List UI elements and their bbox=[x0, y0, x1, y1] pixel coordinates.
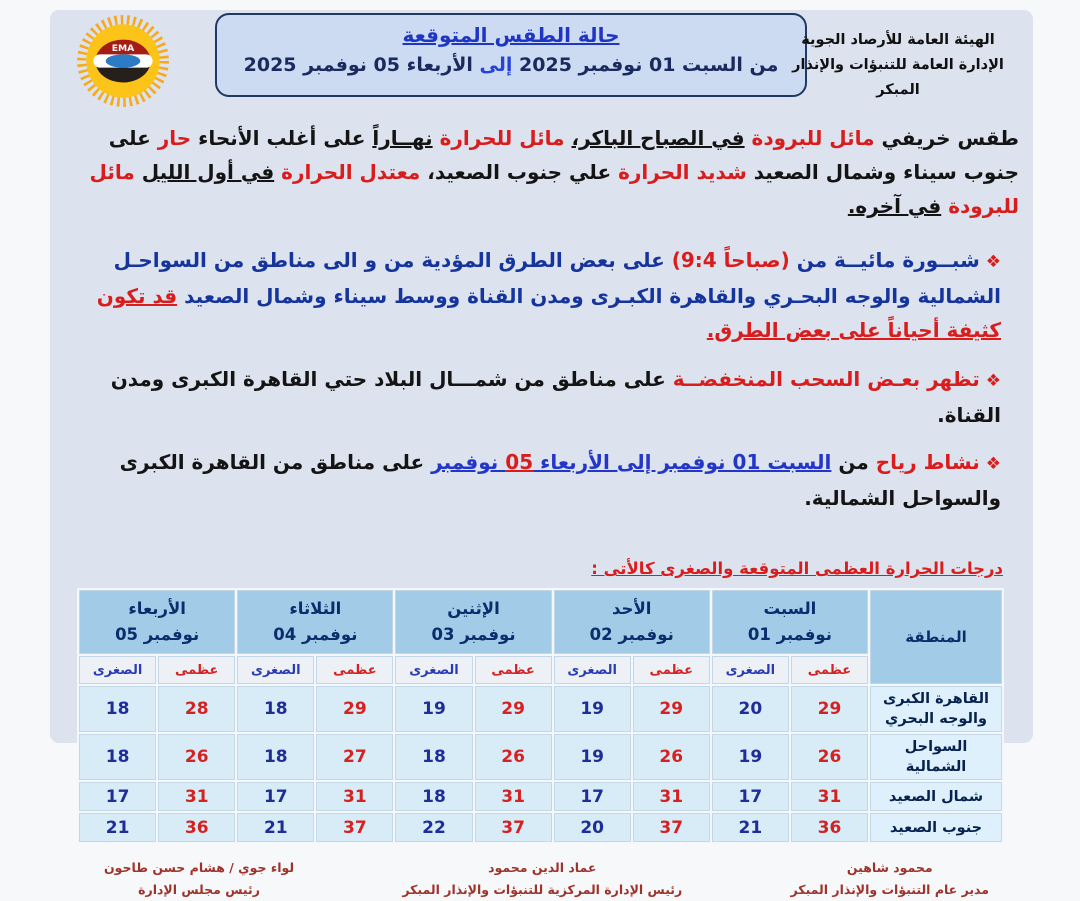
table-row bbox=[79, 686, 1002, 732]
day-header bbox=[79, 590, 235, 654]
forecast-paragraph-clouds bbox=[64, 362, 1019, 432]
min-temp-cell: 19 bbox=[712, 734, 789, 780]
text-segment: علي جنوب الصعيد، bbox=[420, 160, 619, 184]
text-segment: شبــورة مائيــة من bbox=[789, 248, 980, 272]
max-label: عظمى bbox=[316, 656, 393, 684]
signature-footer bbox=[64, 857, 1019, 901]
date-range bbox=[217, 54, 805, 76]
date-prefix: من السبت 01 نوفمبر 2025 bbox=[512, 54, 779, 76]
weather-bulletin bbox=[50, 10, 1033, 897]
signature-block bbox=[104, 857, 294, 901]
temperature-table-title: درجات الحرارة العظمى المتوقعة والصغرى كالأتى : bbox=[591, 559, 1003, 578]
min-temp-cell: 18 bbox=[79, 734, 156, 780]
text-segment: في الصباح الباكر، bbox=[571, 126, 745, 150]
max-temp-cell: 26 bbox=[158, 734, 235, 780]
forecast-paragraph-fog bbox=[64, 243, 1019, 347]
min-temp-cell: 21 bbox=[79, 813, 156, 842]
text-segment: 05 bbox=[505, 450, 534, 474]
region-label: جنوب الصعيد bbox=[870, 813, 1002, 842]
table-subheader-row bbox=[79, 656, 1002, 684]
day-date: 03 نوفمبر bbox=[431, 625, 516, 644]
day-date: 05 نوفمبر bbox=[115, 625, 200, 644]
min-label: الصغرى bbox=[79, 656, 156, 684]
min-temp-cell: 17 bbox=[237, 782, 314, 811]
forecast-paragraph-wind bbox=[64, 445, 1019, 515]
text-segment: السبت 01 نوفمبر إلى الأربعاء bbox=[533, 450, 832, 474]
day-name: الأحد bbox=[612, 599, 652, 618]
min-temp-cell: 20 bbox=[554, 813, 631, 842]
text-segment: طقس خريفي bbox=[874, 126, 1019, 150]
min-label: الصغرى bbox=[237, 656, 314, 684]
diamond-bullet-icon: ❖ bbox=[985, 454, 1001, 474]
forecast-paragraph-general bbox=[64, 121, 1019, 223]
day-header bbox=[554, 590, 710, 654]
min-temp-cell: 17 bbox=[712, 782, 789, 811]
temperature-table bbox=[77, 588, 1004, 844]
region-label: القاهرة الكبرى والوجه البحري bbox=[870, 686, 1002, 732]
max-temp-cell: 29 bbox=[791, 686, 868, 732]
max-temp-cell: 37 bbox=[475, 813, 552, 842]
bulletin-title: حالة الطقس المتوقعة bbox=[402, 23, 620, 47]
table-row bbox=[79, 782, 1002, 811]
title-box bbox=[215, 13, 807, 97]
text-segment: حار bbox=[157, 126, 192, 150]
day-date: 04 نوفمبر bbox=[273, 625, 358, 644]
date-suffix: الأربعاء 05 نوفمبر 2025 bbox=[243, 54, 480, 76]
text-segment: على جنوب سيناء وشمال الصعيد bbox=[108, 126, 1019, 184]
max-label: عظمى bbox=[158, 656, 235, 684]
signature-block bbox=[402, 857, 682, 901]
text-segment: نشاط رياح bbox=[868, 450, 980, 474]
table-row bbox=[79, 734, 1002, 780]
day-name: الإثنين bbox=[447, 599, 500, 618]
max-temp-cell: 27 bbox=[316, 734, 393, 780]
text-segment: تظهر بعـض السحب المنخفضــة bbox=[665, 367, 980, 391]
min-temp-cell: 18 bbox=[395, 734, 472, 780]
min-label: الصغرى bbox=[395, 656, 472, 684]
min-temp-cell: 17 bbox=[79, 782, 156, 811]
signature-title: مدير عام التنبؤات والإنذار المبكر bbox=[790, 882, 989, 897]
max-temp-cell: 26 bbox=[633, 734, 710, 780]
text-segment: من bbox=[831, 450, 869, 474]
text-segment: شديد الحرارة bbox=[618, 160, 747, 184]
day-header bbox=[712, 590, 868, 654]
date-ila: إلى bbox=[479, 54, 513, 76]
organization-name bbox=[779, 28, 1017, 103]
max-temp-cell: 36 bbox=[158, 813, 235, 842]
day-header bbox=[237, 590, 393, 654]
min-temp-cell: 18 bbox=[237, 734, 314, 780]
min-temp-cell: 19 bbox=[554, 734, 631, 780]
max-temp-cell: 29 bbox=[475, 686, 552, 732]
max-temp-cell: 29 bbox=[316, 686, 393, 732]
max-label: عظمى bbox=[791, 656, 868, 684]
text-segment: على أغلب الأنحاء bbox=[191, 126, 373, 150]
day-name: الأربعاء bbox=[128, 599, 186, 618]
min-temp-cell: 22 bbox=[395, 813, 472, 842]
region-label: السواحل الشمالية bbox=[870, 734, 1002, 780]
min-temp-cell: 18 bbox=[79, 686, 156, 732]
text-segment: نهــاراً bbox=[372, 126, 433, 150]
text-segment: على مناطق من القاهرة الكبرى والسواحل الشمالية. bbox=[119, 450, 1001, 510]
signature-name: عماد الدين محمود bbox=[488, 860, 597, 875]
max-temp-cell: 28 bbox=[158, 686, 235, 732]
max-temp-cell: 26 bbox=[475, 734, 552, 780]
text-segment: على بعض الطرق المؤدية من و الى مناطق من السواحـل الشمالية والوجه البحـري والقاهرة الكبـرى ومدن القناة ووسط سيناء وشمال الصعيد bbox=[113, 248, 1001, 308]
signature-block bbox=[791, 857, 989, 901]
max-temp-cell: 31 bbox=[791, 782, 868, 811]
signature-name: محمود شاهين bbox=[846, 860, 933, 875]
text-segment: مائل للبرودة bbox=[744, 126, 875, 150]
signature-name: لواء جوي / هشام حسن طاحون bbox=[104, 860, 295, 875]
text-segment: في أول الليل bbox=[141, 160, 275, 184]
table-day-header-row bbox=[79, 590, 1002, 654]
ema-logo bbox=[72, 10, 174, 112]
max-temp-cell: 37 bbox=[633, 813, 710, 842]
max-temp-cell: 29 bbox=[633, 686, 710, 732]
day-date: 02 نوفمبر bbox=[589, 625, 674, 644]
max-temp-cell: 31 bbox=[475, 782, 552, 811]
signature-title: رئيس مجلس الإدارة bbox=[138, 882, 260, 897]
text-segment: نوفمبر bbox=[431, 450, 506, 474]
max-temp-cell: 31 bbox=[633, 782, 710, 811]
text-segment: في آخره. bbox=[847, 194, 942, 218]
min-temp-cell: 18 bbox=[395, 782, 472, 811]
diamond-bullet-icon: ❖ bbox=[985, 371, 1001, 391]
max-temp-cell: 31 bbox=[316, 782, 393, 811]
max-temp-cell: 37 bbox=[316, 813, 393, 842]
min-temp-cell: 21 bbox=[237, 813, 314, 842]
day-name: السبت bbox=[763, 599, 817, 618]
text-segment bbox=[135, 160, 142, 184]
org-line2: الإدارة العامة للتنبؤات والإنذار المبكر bbox=[792, 57, 1004, 98]
text-segment: على مناطق من شمـــال البلاد حتي القاهرة الكبرى ومدن القناة. bbox=[110, 367, 1001, 427]
min-label: الصغرى bbox=[554, 656, 631, 684]
min-temp-cell: 20 bbox=[712, 686, 789, 732]
max-label: عظمى bbox=[475, 656, 552, 684]
min-temp-cell: 17 bbox=[554, 782, 631, 811]
signature-title: رئيس الإدارة المركزية للتنبؤات والإنذار المبكر bbox=[402, 882, 683, 897]
text-segment: قد تكون كثيفة أحياناً على بعض الطرق. bbox=[96, 284, 1001, 342]
day-header bbox=[395, 590, 551, 654]
org-line1: الهيئة العامة للأرصاد الجوية bbox=[801, 32, 995, 48]
day-date: 01 نوفمبر bbox=[747, 625, 832, 644]
min-temp-cell: 21 bbox=[712, 813, 789, 842]
diamond-bullet-icon: ❖ bbox=[985, 252, 1001, 272]
max-temp-cell: 31 bbox=[158, 782, 235, 811]
text-segment: مائل للحرارة bbox=[432, 126, 565, 150]
logo-text: EMA bbox=[111, 42, 135, 54]
max-temp-cell: 26 bbox=[791, 734, 868, 780]
bulletin-header bbox=[64, 10, 1019, 112]
day-name: الثلاثاء bbox=[289, 599, 342, 618]
min-label: الصغرى bbox=[712, 656, 789, 684]
text-segment: مائل للبرودة bbox=[89, 160, 1019, 218]
temperature-table-head bbox=[79, 590, 1002, 684]
region-column-header: المنطقة bbox=[870, 590, 1002, 684]
region-label: شمال الصعيد bbox=[870, 782, 1002, 811]
min-temp-cell: 18 bbox=[237, 686, 314, 732]
max-label: عظمى bbox=[633, 656, 710, 684]
table-row bbox=[79, 813, 1002, 842]
text-segment: (9:4 صباحاً) bbox=[671, 248, 790, 272]
min-temp-cell: 19 bbox=[554, 686, 631, 732]
max-temp-cell: 36 bbox=[791, 813, 868, 842]
min-temp-cell: 19 bbox=[395, 686, 472, 732]
text-segment: معتدل الحرارة bbox=[281, 160, 421, 184]
temperature-table-body bbox=[79, 686, 1002, 842]
